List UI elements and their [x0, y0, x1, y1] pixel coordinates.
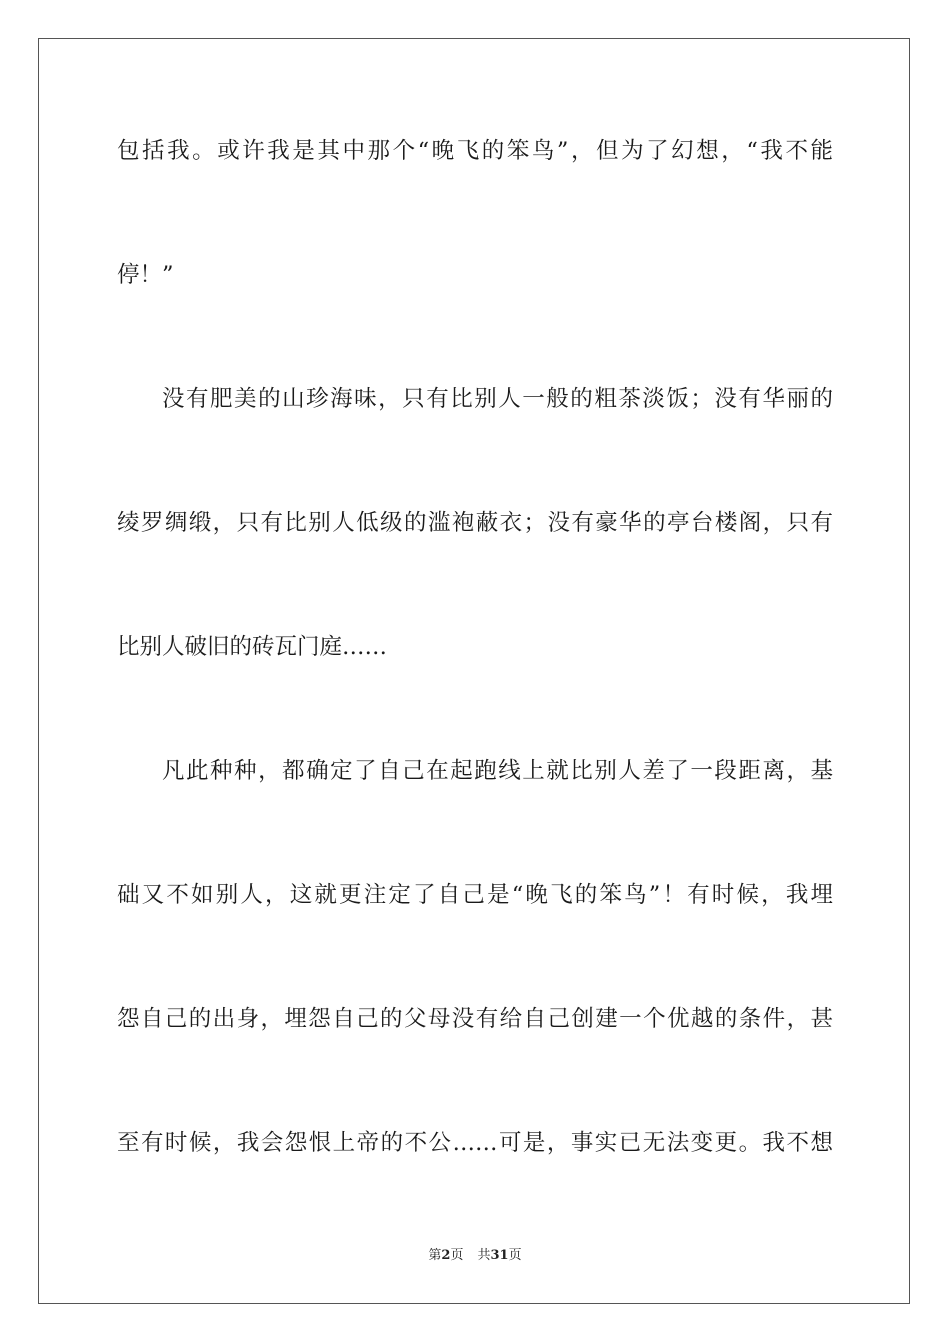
- total-suffix: 页: [508, 1248, 522, 1263]
- paragraph-2-line-3: 比别人破旧的砖瓦门庭……: [117, 634, 388, 660]
- page-border: [38, 38, 910, 1304]
- text-line-2: 停！”: [117, 262, 174, 288]
- paragraph-2-line-1: 没有肥美的山珍海味，只有比别人一般的粗茶淡饭；没有华丽的: [162, 386, 833, 412]
- page-prefix: 第: [428, 1248, 442, 1263]
- page-suffix: 页: [450, 1248, 464, 1263]
- paragraph-2-line-2: 绫罗绸缎，只有比别人低级的滥袍蔽衣；没有豪华的亭台楼阁，只有: [117, 510, 833, 536]
- paragraph-3-line-1: 凡此种种，都确定了自己在起跑线上就比别人差了一段距离，基: [162, 758, 833, 784]
- total-prefix: 共: [477, 1248, 491, 1263]
- paragraph-3-line-4: 至有时候，我会怨恨上帝的不公……可是，事实已无法变更。我不想: [117, 1130, 833, 1156]
- paragraph-3-line-2: 础又不如别人，这就更注定了自己是“晚飞的笨鸟”！有时候，我埋: [117, 882, 833, 908]
- text-line-1: 包括我。或许我是其中那个“晚飞的笨鸟”，但为了幻想，“我不能: [117, 138, 833, 164]
- page-footer: [0, 1248, 950, 1264]
- page-total: 31: [490, 1248, 509, 1263]
- page-current: 2: [441, 1248, 451, 1263]
- paragraph-3-line-3: 怨自己的出身，埋怨自己的父母没有给自己创建一个优越的条件，甚: [117, 1006, 833, 1032]
